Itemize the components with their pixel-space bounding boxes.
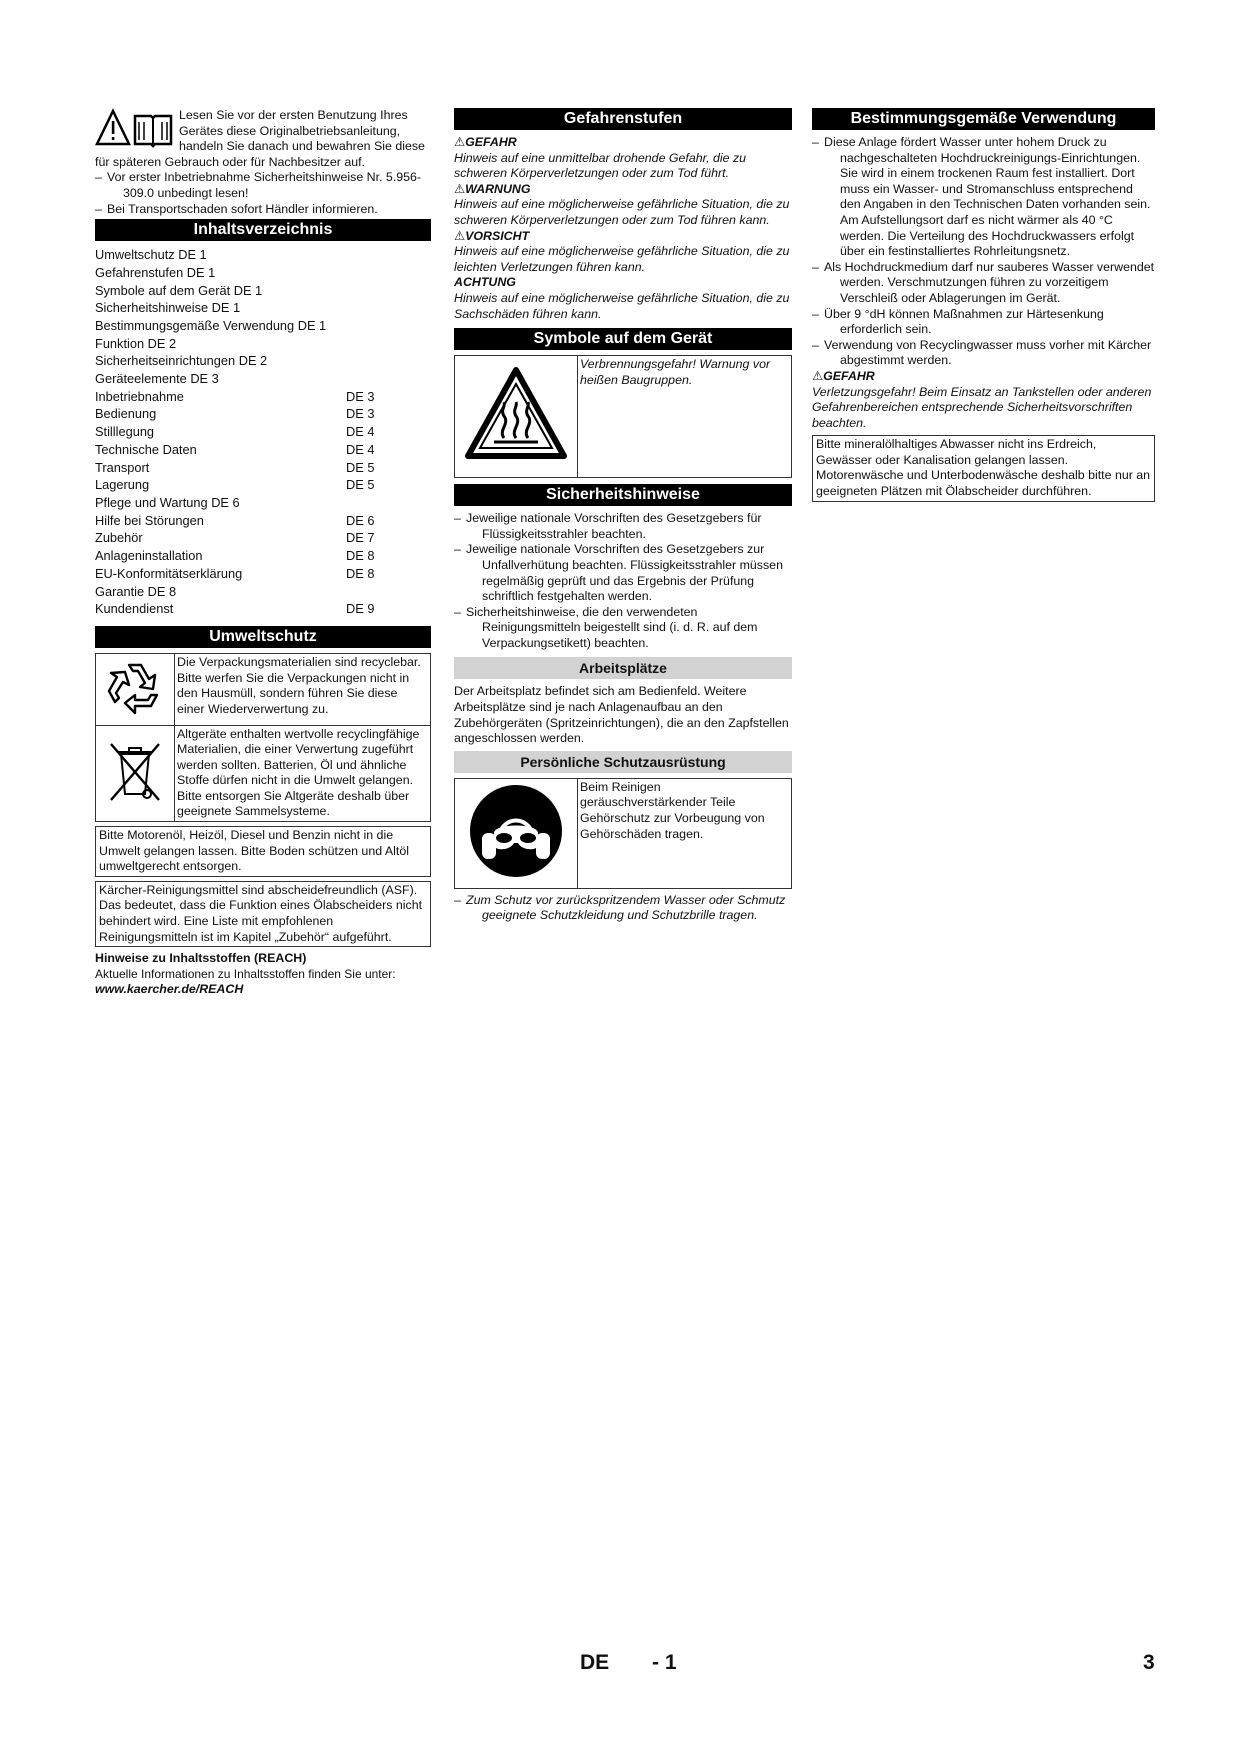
toc-entry[interactable]	[95, 317, 431, 335]
toc-entry-title: Garantie DE 8	[95, 583, 177, 599]
asf-note-box: Kärcher-Reinigungsmittel sind abscheidefreundlich (ASF). Das bedeutet, dass die Funktion eines Ölabscheiders nicht behindert wird. Eine Liste mit empfohlenen Reinigungsmitteln ist im Kapitel „Zubehör“ aufgeführt.	[95, 881, 431, 947]
safety-bullet: – Sicherheitshinweise, die den verwendeten Reinigungsmitteln beigestellt sind (i. d. R. auf dem Verpackungsetikett) beachten.	[454, 604, 758, 650]
toc-entry[interactable]	[95, 459, 431, 477]
recycle-icon	[103, 655, 167, 719]
hazard-level-text: Hinweis auf eine möglicherweise gefährliche Situation, die zu Sachschäden führen kann.	[454, 290, 790, 321]
footer-page-number: 3	[1143, 1651, 1155, 1674]
gefahr-label: ⚠GEFAHR	[812, 368, 875, 383]
hazard-level-label: ACHTUNG	[454, 275, 516, 290]
toc-entry-title: Kundendienst	[95, 601, 174, 617]
footer-language: DE	[580, 1651, 610, 1674]
bestimmung-heading: Bestimmungsgemäße Verwendung	[812, 108, 1155, 130]
psa-bullet: – Zum Schutz vor zurückspritzendem Wasser oder Schmutz geeignete Schutzkleidung und Schutzbrille tragen.	[454, 892, 786, 923]
toc-entry[interactable]	[95, 282, 431, 300]
psa-heading: Persönliche Schutzausrüstung	[454, 751, 792, 773]
intro-bullet: – Bei Transportschaden sofort Händler informieren.	[95, 201, 378, 216]
usage-bullet: – Als Hochdruckmedium darf nur sauberes Wasser verwendet werden. Verschmutzungen führen zu vorzeitigem Verschleiß oder Ablagerungen im Gerät.	[812, 259, 1155, 305]
toc-entry[interactable]	[95, 476, 431, 494]
warning-triangle-icon: ⚠	[454, 135, 466, 149]
symbol-table	[454, 355, 792, 478]
toc-entry-title: Sicherheitseinrichtungen DE 2	[95, 353, 268, 369]
toc-entry-title: Umweltschutz DE 1	[95, 247, 207, 263]
toc-entry-page: DE 9	[346, 601, 375, 617]
toc-entry[interactable]	[95, 405, 431, 423]
symbole-heading: Symbole auf dem Gerät	[454, 328, 792, 350]
toc-heading: Inhaltsverzeichnis	[95, 219, 431, 241]
toc-entry-title: Gefahrenstufen DE 1	[95, 264, 216, 280]
toc-entry-title: Funktion DE 2	[95, 335, 177, 351]
toc-entry-title: Bestimmungsgemäße Verwendung DE 1	[95, 317, 327, 333]
hazard-level-label: ⚠WARNUNG	[454, 181, 531, 196]
toc-entry[interactable]	[95, 494, 431, 512]
usage-bullet: – Über 9 °dH können Maßnahmen zur Härtesenkung erforderlich sein.	[812, 306, 1104, 337]
toc-entry-page: DE 5	[346, 477, 375, 493]
umweltschutz-heading: Umweltschutz	[95, 626, 431, 648]
toc-entry[interactable]	[95, 370, 431, 388]
toc-entry-title: Inbetriebnahme	[95, 388, 184, 404]
toc-entry-page: DE 8	[346, 565, 375, 581]
recycle-text: Die Verpackungsmaterialien sind recyclebar. Bitte werfen Sie die Verpackungen nicht in den Hausmüll, sondern führen Sie diese einer Wiederverwertung zu.	[175, 653, 431, 725]
hazard-level-text: Hinweis auf eine unmittelbar drohende Gefahr, die zu schweren Körperverletzungen oder zum Tod führt.	[454, 150, 747, 181]
toc-entry[interactable]	[95, 512, 431, 530]
toc-entry-title: Sicherheitshinweise DE 1	[95, 300, 241, 316]
hazard-level-label: ⚠VORSICHT	[454, 228, 530, 243]
safety-bullet: – Jeweilige nationale Vorschriften des Gesetzgebers für Flüssigkeitsstrahler beachten.	[454, 511, 762, 541]
ppe-icon-cell	[455, 778, 578, 888]
ear-and-eye-protection-icon	[468, 783, 564, 879]
toc-entry-title: Hilfe bei Störungen	[95, 512, 204, 528]
toc-entry[interactable]	[95, 423, 431, 441]
reach-link[interactable]: www.kaercher.de/REACH	[95, 982, 244, 997]
recycle-icon-cell	[96, 653, 175, 725]
hazard-level-text: Hinweis auf eine möglicherweise gefährliche Situation, die zu schweren Körperverletzungen oder zum Tod führen kann.	[454, 197, 790, 227]
toc-entry-page: DE 3	[346, 406, 375, 422]
toc-entry-page: DE 6	[346, 512, 375, 528]
footer-page: - 1	[652, 1651, 677, 1674]
column-left	[95, 108, 431, 998]
toc-entry[interactable]	[95, 547, 431, 565]
toc-entry-title: Transport	[95, 459, 150, 475]
toc-entry-page: DE 5	[346, 459, 375, 475]
hazard-levels	[454, 135, 792, 322]
warning-triangle-icon: ⚠	[454, 181, 466, 196]
toc-entry-title: Geräteelemente DE 3	[95, 371, 219, 387]
safety-bullet: – Jeweilige nationale Vorschriften des Gesetzgebers zur Unfallverhütung beachten. Flüssigkeitsstrahler müssen regelmäßig geprüft und das Ergebnis der Prüfung schriftlich festgehalten werden.	[454, 542, 783, 604]
toc-entry-page: DE 7	[346, 530, 375, 546]
reach-text: Aktuelle Informationen zu Inhaltsstoffen finden Sie unter:	[95, 966, 396, 981]
toc-entry[interactable]	[95, 299, 431, 317]
usage-bullet: – Diese Anlage fördert Wasser unter hohem Druck zu nachgeschalteten Hochdruckreinigungs-Einrichtungen. Sie wird in einem trockenen Raum fest installiert. Dort muss ein Wasser- und Stromanschluss entsprechend den Angaben in den Technischen Daten vorhanden sein. Am Aufstellungsort darf es nicht wärmer als 40 °C werden. Die Verteilung des Hochdruckwassers erfolgt über ein festinstalliertes Rohrleitungsnetz.	[812, 135, 1151, 259]
hot-surface-icon-cell	[455, 356, 578, 478]
toc-entry[interactable]	[95, 583, 431, 601]
column-middle	[454, 108, 792, 924]
table-of-contents	[95, 246, 431, 618]
arbeitsplaetze-heading: Arbeitsplätze	[454, 657, 792, 679]
warning-triangle-icon: ⚠	[812, 368, 824, 383]
reach-heading: Hinweise zu Inhaltsstoffen (REACH)	[95, 951, 307, 966]
wheelie-bin-icon-cell	[96, 725, 175, 822]
toc-entry-title: Lagerung	[95, 477, 150, 493]
hazard-level-label: ⚠GEFAHR	[454, 135, 517, 149]
toc-entry-title: EU-Konformitätserklärung	[95, 565, 243, 581]
toc-entry[interactable]	[95, 352, 431, 370]
intro-section	[95, 108, 431, 217]
hot-surface-warning-icon	[464, 364, 568, 464]
toc-entry[interactable]	[95, 264, 431, 282]
toc-entry-page: DE 4	[346, 441, 375, 457]
toc-entry[interactable]	[95, 441, 431, 459]
intro-text: Lesen Sie vor der ersten Benutzung Ihres Gerätes diese Originalbetriebsanleitung, handeln Sie danach und bewahren Sie diese für späteren Gebrauch oder für Nachbesitzer auf.	[95, 108, 425, 169]
crossed-bin-icon	[103, 736, 167, 806]
toc-entry-title: Stilllegung	[95, 424, 155, 440]
toc-entry-title: Bedienung	[95, 406, 157, 422]
toc-entry-title: Technische Daten	[95, 441, 197, 457]
intro-bullet: – Vor erster Inbetriebnahme Sicherheitshinweise Nr. 5.956-309.0 unbedingt lesen!	[95, 170, 422, 200]
usage-bullet: – Verwendung von Recyclingwasser muss vorher mit Kärcher abgestimmt werden.	[812, 337, 1152, 368]
toc-entry-page: DE 3	[346, 388, 375, 404]
toc-entry[interactable]	[95, 565, 431, 583]
psa-text: Beim Reinigen geräuschverstärkender Teile Gehörschutz zur Vorbeugung von Gehörschäden tragen.	[578, 778, 792, 888]
gefahr-text: Verletzungsgefahr! Beim Einsatz an Tankstellen oder anderen Gefahrenbereichen entsprechende Sicherheitsvorschriften beachten.	[812, 384, 1152, 430]
toc-entry-title: Pflege und Wartung DE 6	[95, 495, 240, 510]
hot-surface-text: Verbrennungsgefahr! Warnung vor heißen Baugruppen.	[578, 356, 792, 478]
mineral-oil-note-box: Bitte mineralölhaltiges Abwasser nicht ins Erdreich, Gewässer oder Kanalisation gelangen lassen. Motorenwäsche und Unterbodenwäsche deshalb bitte nur an geeigneten Plätzen mit Ölabscheider durchführen.	[812, 435, 1155, 501]
toc-entry[interactable]	[95, 529, 431, 547]
toc-entry[interactable]	[95, 335, 431, 353]
toc-entry-title: Anlageninstallation	[95, 548, 203, 564]
toc-entry-page: DE 4	[346, 424, 375, 440]
sicherheitshinweise-heading: Sicherheitshinweise	[454, 484, 792, 506]
umwelt-symbol-table	[95, 653, 431, 822]
psa-table	[454, 778, 792, 889]
toc-entry[interactable]	[95, 388, 431, 406]
oil-note-box: Bitte Motorenöl, Heizöl, Diesel und Benzin nicht in die Umwelt gelangen lassen. Bitte Boden schützen und Altöl umweltgerecht entsorgen.	[95, 826, 431, 877]
toc-entry[interactable]	[95, 600, 431, 618]
hazard-level-text: Hinweis auf eine möglicherweise gefährliche Situation, die zu leichten Verletzungen führen kann.	[454, 244, 790, 274]
arbeitsplaetze-text: Der Arbeitsplatz befindet sich am Bedienfeld. Weitere Arbeitsplätze sind je nach Anlagenaufbau an den Zubehörgeräten (Spritzeinrichtungen), die an den Zapfstellen angeschlossen werden.	[454, 684, 789, 746]
warning-manual-icon	[95, 108, 175, 148]
gefahrenstufen-heading: Gefahrenstufen	[454, 108, 792, 130]
column-right	[812, 108, 1155, 506]
altgeraete-text: Altgeräte enthalten wertvolle recyclingfähige Materialien, die einer Verwertung zugeführt werden sollten. Batterien, Öl und ähnliche Stoffe dürfen nicht in die Umwelt gelangen. Bitte entsorgen Sie Altgeräte deshalb über geeignete Sammelsysteme.	[175, 725, 431, 822]
toc-entry-title: Symbole auf dem Gerät DE 1	[95, 282, 263, 298]
toc-entry[interactable]	[95, 246, 431, 264]
toc-entry-page: DE 8	[346, 548, 375, 564]
toc-entry-title: Zubehör	[95, 530, 143, 546]
warning-triangle-icon: ⚠	[454, 228, 466, 243]
